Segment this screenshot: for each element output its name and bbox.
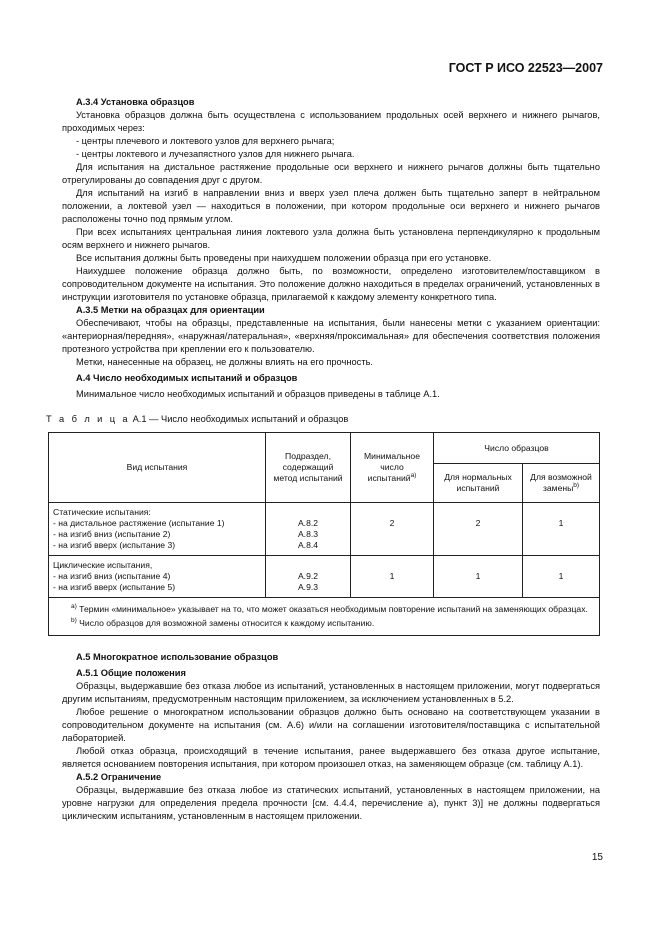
section-heading-a51: А.5.1 Общие положения [76,668,186,678]
cell-min: 2 [351,503,434,556]
list-item: - центры локтевого и лучезапястного узлов для нижнего рычага. [76,149,355,159]
footnote-a-mark: a) [71,603,77,611]
paragraph: Установка образцов должна быть осуществлена с использованием продольных осей верхнего и нижнего рычагов, проходимых через: [62,110,600,133]
table-caption-text: А.1 — Число необходимых испытаний и образцов [132,414,349,424]
paragraph: Для испытаний на изгиб в направлении вниз и вверх узел плеча должен быть тщательно заперт в нейтральном положении, а локтевой узел — находиться в положении, при котором продольные оси верхнего и нижнего рычагов расположены точно под прямым углом. [62,188,600,224]
paragraph: Образцы, выдержавшие без отказа любое из испытаний, установленных в настоящем приложении, могут подвергаться другим испытаниям, предусмотренным настоящим приложением, за исключением установленных в 5.2. [62,681,600,704]
paragraph: Образцы, выдержавшие без отказа любое из статических испытаний, установленных в настоящем приложении, на уровне нагрузки для определения предела прочности [см. 4.4.4, перечисление а), пункт 3)] не должны подвергаться циклическим испытаниям, установленным в настоящем приложении. [62,785,600,821]
footnote-mark-a: a) [410,472,417,480]
section-heading-a52: А.5.2 Ограничение [76,772,162,782]
paragraph: Обеспечивают, чтобы на образцы, представленные на испытания, были нанесены метки с указанием ориентации: «антериорная/передняя», «наружная/латеральная», «верхняя/проксимальная» для обеспечения соответствия положения протезного устройства при креплении его к пользователю. [62,318,600,354]
section-heading-a35: А.3.5 Метки на образцах для ориентации [76,305,265,315]
cell-normal: 1 [434,556,523,598]
cell-test-type [49,556,266,598]
header-replace [523,464,600,503]
paragraph: Любой отказ образца, происходящий в течение испытания, ранее выдержавшего без отказа другое испытание, является основанием повторения испытания, при котором произошел отказ, на заменяющем образце (см. таблицу А.1). [62,746,600,769]
footnote-b [59,618,593,629]
cell-test-type [49,503,266,556]
section-heading-a5: А.5 Многократное использование образцов [76,652,279,662]
section-heading-a4: А.4 Число необходимых испытаний и образцов [76,373,298,383]
header-normal: Для нормальных испытаний [434,464,523,503]
page-content [46,96,600,823]
header-samples: Число образцов [434,433,600,464]
row-line: А.8.2 [297,518,319,528]
row-line: - на дистальное растяжение (испытание 1) [53,518,225,528]
header-min-tests-label: Минимальное число испытаний [364,451,420,483]
cell-replace: 1 [523,556,600,598]
section-heading-a34: А.3.4 Установка образцов [76,97,195,107]
row-line: Статические испытания: [53,507,151,517]
paragraph: При всех испытаниях центральная линия локтевого узла должна быть установлена перпендикулярно к продольным осям верхнего и нижнего рычагов. [62,227,600,250]
row-line: А.9.2 [297,571,319,581]
row-line: Циклические испытания, [53,560,153,570]
header-min-tests [351,433,434,503]
row-line: А.9.3 [297,582,319,592]
page-number: 15 [591,852,603,863]
document-code: ГОСТ Р ИСО 22523—2007 [448,61,603,75]
row-line: А.8.3 [297,529,319,539]
table-notes [49,598,600,636]
paragraph: Для испытания на дистальное растяжение продольные оси верхнего и нижнего рычагов должны быть тщательно отрегулированы до совпадения друг с другом. [62,162,600,185]
paragraph: Наихудшее положение образца должно быть, по возможности, определено изготовителем/поставщиком в сопроводительном документе на испытания. Это положение должно находиться в пределах ограничений, установленных в инструкции изготовителя по установке образца, прилагаемой к каждому элементу конкретного типа. [62,266,600,302]
samples-table [48,432,600,636]
header-test-type: Вид испытания [49,433,266,503]
paragraph: Любое решение о многократном использовании образцов должно быть основано на соответствующем указании в сопроводительном документе на испытания (см. А.6) и/или на соглашении изготовителя/поставщика с испытательной лабораторией. [62,707,600,743]
header-subsection: Подраздел, содержащий метод испытаний [266,433,351,503]
cell-min: 1 [351,556,434,598]
table-row [49,556,600,598]
paragraph: Метки, нанесенные на образец, не должны влиять на его прочность. [76,357,374,367]
list-item: - центры плечевого и локтевого узлов для верхнего рычага; [76,136,335,146]
header-replace-label: Для возможной замены [530,472,592,493]
cell-replace: 1 [523,503,600,556]
row-line: - на изгиб вверх (испытание 3) [53,540,176,550]
paragraph: Все испытания должны быть проведены при наихудшем положении образца при его установке. [76,253,492,263]
cell-subsection [266,503,351,556]
cell-subsection [266,556,351,598]
row-line: - на изгиб вниз (испытание 4) [53,571,171,581]
cell-normal: 2 [434,503,523,556]
row-line: - на изгиб вниз (испытание 2) [53,529,171,539]
row-line: - на изгиб вверх (испытание 5) [53,582,176,592]
paragraph: Минимальное число необходимых испытаний и образцов приведены в таблице А.1. [76,389,440,399]
table-row [49,503,600,556]
table-caption [46,413,600,426]
footnote-a [59,604,593,615]
footnote-b-mark: b) [71,617,77,625]
table-caption-prefix: Т а б л и ц а [46,414,130,424]
footnote-mark-b: b) [573,482,580,490]
table-notes-row [49,598,600,636]
row-line: А.8.4 [297,540,319,550]
footnote-a-text: Термин «минимальное» указывает на то, что может оказаться необходимым повторение испытаний на заменяющих образцах. [79,604,588,614]
footnote-b-text: Число образцов для возможной замены относится к каждому испытанию. [79,618,375,628]
